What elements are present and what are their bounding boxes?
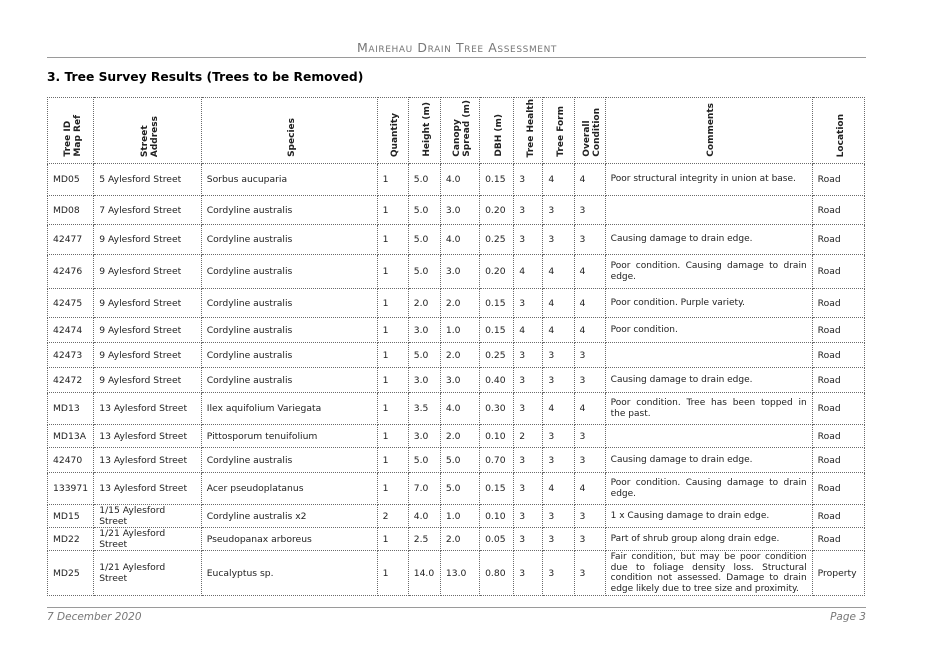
street-address-cell: 1/21 Aylesford Street [94, 528, 202, 551]
dbh-cell: 0.15 [480, 318, 514, 343]
dbh-cell: 0.25 [480, 343, 514, 368]
dbh-cell: 0.25 [480, 225, 514, 255]
tree-survey-table [47, 97, 865, 596]
table-row [48, 318, 865, 343]
comments-cell: Poor condition. [605, 318, 812, 343]
table-row [48, 505, 865, 528]
comments-cell: Causing damage to drain edge. [605, 225, 812, 255]
tree-form-cell: 3 [543, 368, 574, 393]
tree-health-cell: 4 [514, 318, 543, 343]
column-label: Street Address [139, 115, 160, 157]
height-cell: 7.0 [408, 473, 440, 505]
column-label: Comments [706, 103, 717, 157]
height-cell: 5.0 [408, 255, 440, 289]
comments-header [605, 98, 812, 164]
comments-cell: Poor condition. Tree has been topped in the past. [605, 393, 812, 425]
tree-health-cell: 3 [514, 196, 543, 225]
comments-cell [605, 196, 812, 225]
street-address-cell: 9 Aylesford Street [94, 289, 202, 318]
dbh-cell: 0.20 [480, 196, 514, 225]
tree-id-cell: 42473 [48, 343, 94, 368]
height-cell: 5.0 [408, 343, 440, 368]
dbh-cell: 0.40 [480, 368, 514, 393]
overall-condition-cell: 3 [574, 448, 605, 473]
location-cell: Road [812, 448, 864, 473]
table-row [48, 289, 865, 318]
quantity-cell: 1 [377, 473, 408, 505]
quantity-cell: 1 [377, 448, 408, 473]
dbh-cell: 0.80 [480, 551, 514, 596]
dbh-cell: 0.30 [480, 393, 514, 425]
location-cell: Road [812, 425, 864, 448]
dbh-cell: 0.15 [480, 473, 514, 505]
table-row [48, 343, 865, 368]
quantity-cell: 1 [377, 318, 408, 343]
species-cell: Cordyline australis [201, 255, 377, 289]
canopy-spread-cell: 2.0 [440, 289, 479, 318]
overall-condition-cell: 3 [574, 551, 605, 596]
table-row [48, 528, 865, 551]
overall-condition-header [574, 98, 605, 164]
street-address-cell: 9 Aylesford Street [94, 343, 202, 368]
comments-cell: Causing damage to drain edge. [605, 368, 812, 393]
table-row [48, 551, 865, 596]
canopy-spread-cell: 4.0 [440, 225, 479, 255]
location-cell: Road [812, 164, 864, 196]
tree-form-cell: 4 [543, 164, 574, 196]
street-address-cell: 13 Aylesford Street [94, 393, 202, 425]
quantity-cell: 1 [377, 343, 408, 368]
quantity-cell: 1 [377, 255, 408, 289]
overall-condition-cell: 3 [574, 425, 605, 448]
street-address-cell: 9 Aylesford Street [94, 318, 202, 343]
footer-date: 7 December 2020 [47, 611, 142, 623]
species-cell: Cordyline australis [201, 196, 377, 225]
location-cell: Road [812, 289, 864, 318]
quantity-cell: 2 [377, 505, 408, 528]
street-address-cell: 5 Aylesford Street [94, 164, 202, 196]
dbh-cell: 0.70 [480, 448, 514, 473]
tree-id-header [48, 98, 94, 164]
quantity-cell: 1 [377, 368, 408, 393]
canopy-spread-cell: 3.0 [440, 255, 479, 289]
street-address-cell: 9 Aylesford Street [94, 225, 202, 255]
overall-condition-cell: 3 [574, 225, 605, 255]
header-divider [47, 57, 866, 58]
tree-form-cell: 3 [543, 425, 574, 448]
canopy-spread-cell: 1.0 [440, 505, 479, 528]
height-cell: 4.0 [408, 505, 440, 528]
tree-health-cell: 3 [514, 473, 543, 505]
overall-condition-cell: 3 [574, 343, 605, 368]
column-label: DBH (m) [494, 114, 505, 157]
tree-id-cell: 42475 [48, 289, 94, 318]
species-cell: Cordyline australis [201, 343, 377, 368]
tree-health-cell: 3 [514, 551, 543, 596]
tree-id-cell: 42472 [48, 368, 94, 393]
tree-form-cell: 3 [543, 505, 574, 528]
species-cell: Pseudopanax arboreus [201, 528, 377, 551]
tree-health-cell: 3 [514, 448, 543, 473]
tree-id-cell: 133971 [48, 473, 94, 505]
tree-health-cell: 3 [514, 164, 543, 196]
species-cell: Cordyline australis [201, 368, 377, 393]
column-label: Canopy Spread (m) [452, 100, 473, 157]
tree-health-header [514, 98, 543, 164]
tree-health-cell: 3 [514, 225, 543, 255]
column-label: Overall Condition [582, 108, 603, 157]
location-cell: Road [812, 225, 864, 255]
quantity-cell: 1 [377, 289, 408, 318]
column-label: Location [835, 113, 846, 157]
comments-cell [605, 343, 812, 368]
height-cell: 3.0 [408, 425, 440, 448]
comments-cell: Poor structural integrity in union at base. [605, 164, 812, 196]
location-cell: Road [812, 528, 864, 551]
street-address-header [94, 98, 202, 164]
street-address-cell: 13 Aylesford Street [94, 473, 202, 505]
tree-form-cell: 4 [543, 318, 574, 343]
table-row [48, 425, 865, 448]
street-address-cell: 13 Aylesford Street [94, 448, 202, 473]
dbh-cell: 0.15 [480, 164, 514, 196]
tree-health-cell: 3 [514, 368, 543, 393]
street-address-cell: 1/15 Aylesford Street [94, 505, 202, 528]
comments-cell: Fair condition, but may be poor condition due to foliage density loss. Structural condition not assessed. Damage to drain edge likely due to tree size and proximity. [605, 551, 812, 596]
footer-page-number: Page 3 [830, 611, 866, 623]
street-address-cell: 1/21 Aylesford Street [94, 551, 202, 596]
street-address-cell: 13 Aylesford Street [94, 425, 202, 448]
canopy-spread-cell: 2.0 [440, 343, 479, 368]
tree-health-cell: 3 [514, 289, 543, 318]
dbh-cell: 0.20 [480, 255, 514, 289]
location-cell: Road [812, 473, 864, 505]
canopy-spread-cell: 1.0 [440, 318, 479, 343]
comments-cell: Poor condition. Causing damage to drain edge. [605, 473, 812, 505]
comments-cell: Part of shrub group along drain edge. [605, 528, 812, 551]
location-cell: Property [812, 551, 864, 596]
table-header-row [48, 98, 865, 164]
height-cell: 5.0 [408, 164, 440, 196]
height-cell: 3.5 [408, 393, 440, 425]
overall-condition-cell: 4 [574, 393, 605, 425]
species-cell: Cordyline australis [201, 225, 377, 255]
quantity-cell: 1 [377, 196, 408, 225]
overall-condition-cell: 4 [574, 473, 605, 505]
quantity-cell: 1 [377, 225, 408, 255]
quantity-cell: 1 [377, 551, 408, 596]
column-label: Quantity [390, 112, 401, 157]
quantity-cell: 1 [377, 164, 408, 196]
quantity-cell: 1 [377, 528, 408, 551]
canopy-spread-cell: 3.0 [440, 196, 479, 225]
table-row [48, 393, 865, 425]
height-cell: 2.0 [408, 289, 440, 318]
street-address-cell: 7 Aylesford Street [94, 196, 202, 225]
overall-condition-cell: 4 [574, 318, 605, 343]
tree-id-cell: 42470 [48, 448, 94, 473]
canopy-spread-cell: 5.0 [440, 473, 479, 505]
table-row [48, 473, 865, 505]
comments-cell [605, 425, 812, 448]
species-cell: Cordyline australis x2 [201, 505, 377, 528]
quantity-cell: 1 [377, 425, 408, 448]
column-label: Tree Form [555, 106, 566, 157]
species-cell: Cordyline australis [201, 318, 377, 343]
tree-form-cell: 3 [543, 343, 574, 368]
column-label: Tree Health [525, 98, 536, 157]
species-cell: Sorbus aucuparia [201, 164, 377, 196]
canopy-spread-header [440, 98, 479, 164]
comments-cell: Causing damage to drain edge. [605, 448, 812, 473]
height-cell: 2.5 [408, 528, 440, 551]
street-address-cell: 9 Aylesford Street [94, 255, 202, 289]
column-label: Tree ID Map Ref [63, 115, 84, 157]
tree-id-cell: MD22 [48, 528, 94, 551]
overall-condition-cell: 4 [574, 164, 605, 196]
tree-id-cell: 42476 [48, 255, 94, 289]
height-header [408, 98, 440, 164]
height-cell: 5.0 [408, 225, 440, 255]
canopy-spread-cell: 3.0 [440, 368, 479, 393]
overall-condition-cell: 4 [574, 289, 605, 318]
overall-condition-cell: 3 [574, 505, 605, 528]
tree-form-cell: 4 [543, 393, 574, 425]
canopy-spread-cell: 13.0 [440, 551, 479, 596]
tree-form-cell: 3 [543, 448, 574, 473]
tree-form-cell: 3 [543, 551, 574, 596]
dbh-header [480, 98, 514, 164]
tree-id-cell: MD25 [48, 551, 94, 596]
canopy-spread-cell: 5.0 [440, 448, 479, 473]
location-cell: Road [812, 368, 864, 393]
tree-health-cell: 3 [514, 505, 543, 528]
section-heading: 3. Tree Survey Results (Trees to be Removed) [47, 70, 364, 84]
species-cell: Ilex aquifolium Variegata [201, 393, 377, 425]
species-cell: Pittosporum tenuifolium [201, 425, 377, 448]
tree-id-cell: 42474 [48, 318, 94, 343]
dbh-cell: 0.10 [480, 425, 514, 448]
location-cell: Road [812, 343, 864, 368]
tree-health-cell: 3 [514, 528, 543, 551]
table-row [48, 164, 865, 196]
canopy-spread-cell: 4.0 [440, 393, 479, 425]
tree-form-cell: 4 [543, 289, 574, 318]
dbh-cell: 0.05 [480, 528, 514, 551]
table-row [48, 196, 865, 225]
height-cell: 5.0 [408, 448, 440, 473]
location-cell: Road [812, 393, 864, 425]
tree-id-cell: MD13A [48, 425, 94, 448]
tree-health-cell: 3 [514, 343, 543, 368]
table-row [48, 225, 865, 255]
comments-cell: 1 x Causing damage to drain edge. [605, 505, 812, 528]
column-label: Species [286, 118, 297, 157]
tree-form-cell: 4 [543, 473, 574, 505]
tree-id-cell: 42477 [48, 225, 94, 255]
location-cell: Road [812, 318, 864, 343]
street-address-cell: 9 Aylesford Street [94, 368, 202, 393]
table-row [48, 448, 865, 473]
comments-cell: Poor condition. Purple variety. [605, 289, 812, 318]
height-cell: 3.0 [408, 368, 440, 393]
comments-cell: Poor condition. Causing damage to drain edge. [605, 255, 812, 289]
table-row [48, 368, 865, 393]
tree-form-cell: 3 [543, 225, 574, 255]
species-header [201, 98, 377, 164]
dbh-cell: 0.10 [480, 505, 514, 528]
tree-id-cell: MD13 [48, 393, 94, 425]
tree-health-cell: 3 [514, 393, 543, 425]
species-cell: Eucalyptus sp. [201, 551, 377, 596]
species-cell: Acer pseudoplatanus [201, 473, 377, 505]
canopy-spread-cell: 4.0 [440, 164, 479, 196]
species-cell: Cordyline australis [201, 448, 377, 473]
document-header-title: Mairehau Drain Tree Assessment [356, 40, 558, 55]
location-cell: Road [812, 255, 864, 289]
tree-id-cell: MD15 [48, 505, 94, 528]
tree-id-cell: MD05 [48, 164, 94, 196]
tree-health-cell: 4 [514, 255, 543, 289]
height-cell: 14.0 [408, 551, 440, 596]
canopy-spread-cell: 2.0 [440, 528, 479, 551]
column-label: Height (m) [421, 102, 432, 157]
quantity-cell: 1 [377, 393, 408, 425]
tree-form-cell: 4 [543, 255, 574, 289]
height-cell: 3.0 [408, 318, 440, 343]
overall-condition-cell: 3 [574, 196, 605, 225]
height-cell: 5.0 [408, 196, 440, 225]
location-cell: Road [812, 505, 864, 528]
tree-form-cell: 3 [543, 196, 574, 225]
canopy-spread-cell: 2.0 [440, 425, 479, 448]
quantity-header [377, 98, 408, 164]
species-cell: Cordyline australis [201, 289, 377, 318]
overall-condition-cell: 3 [574, 368, 605, 393]
footer-divider [47, 607, 866, 608]
tree-form-cell: 3 [543, 528, 574, 551]
tree-health-cell: 2 [514, 425, 543, 448]
location-header [812, 98, 864, 164]
dbh-cell: 0.15 [480, 289, 514, 318]
overall-condition-cell: 3 [574, 528, 605, 551]
tree-id-cell: MD08 [48, 196, 94, 225]
table-row [48, 255, 865, 289]
tree-form-header [543, 98, 574, 164]
location-cell: Road [812, 196, 864, 225]
overall-condition-cell: 4 [574, 255, 605, 289]
